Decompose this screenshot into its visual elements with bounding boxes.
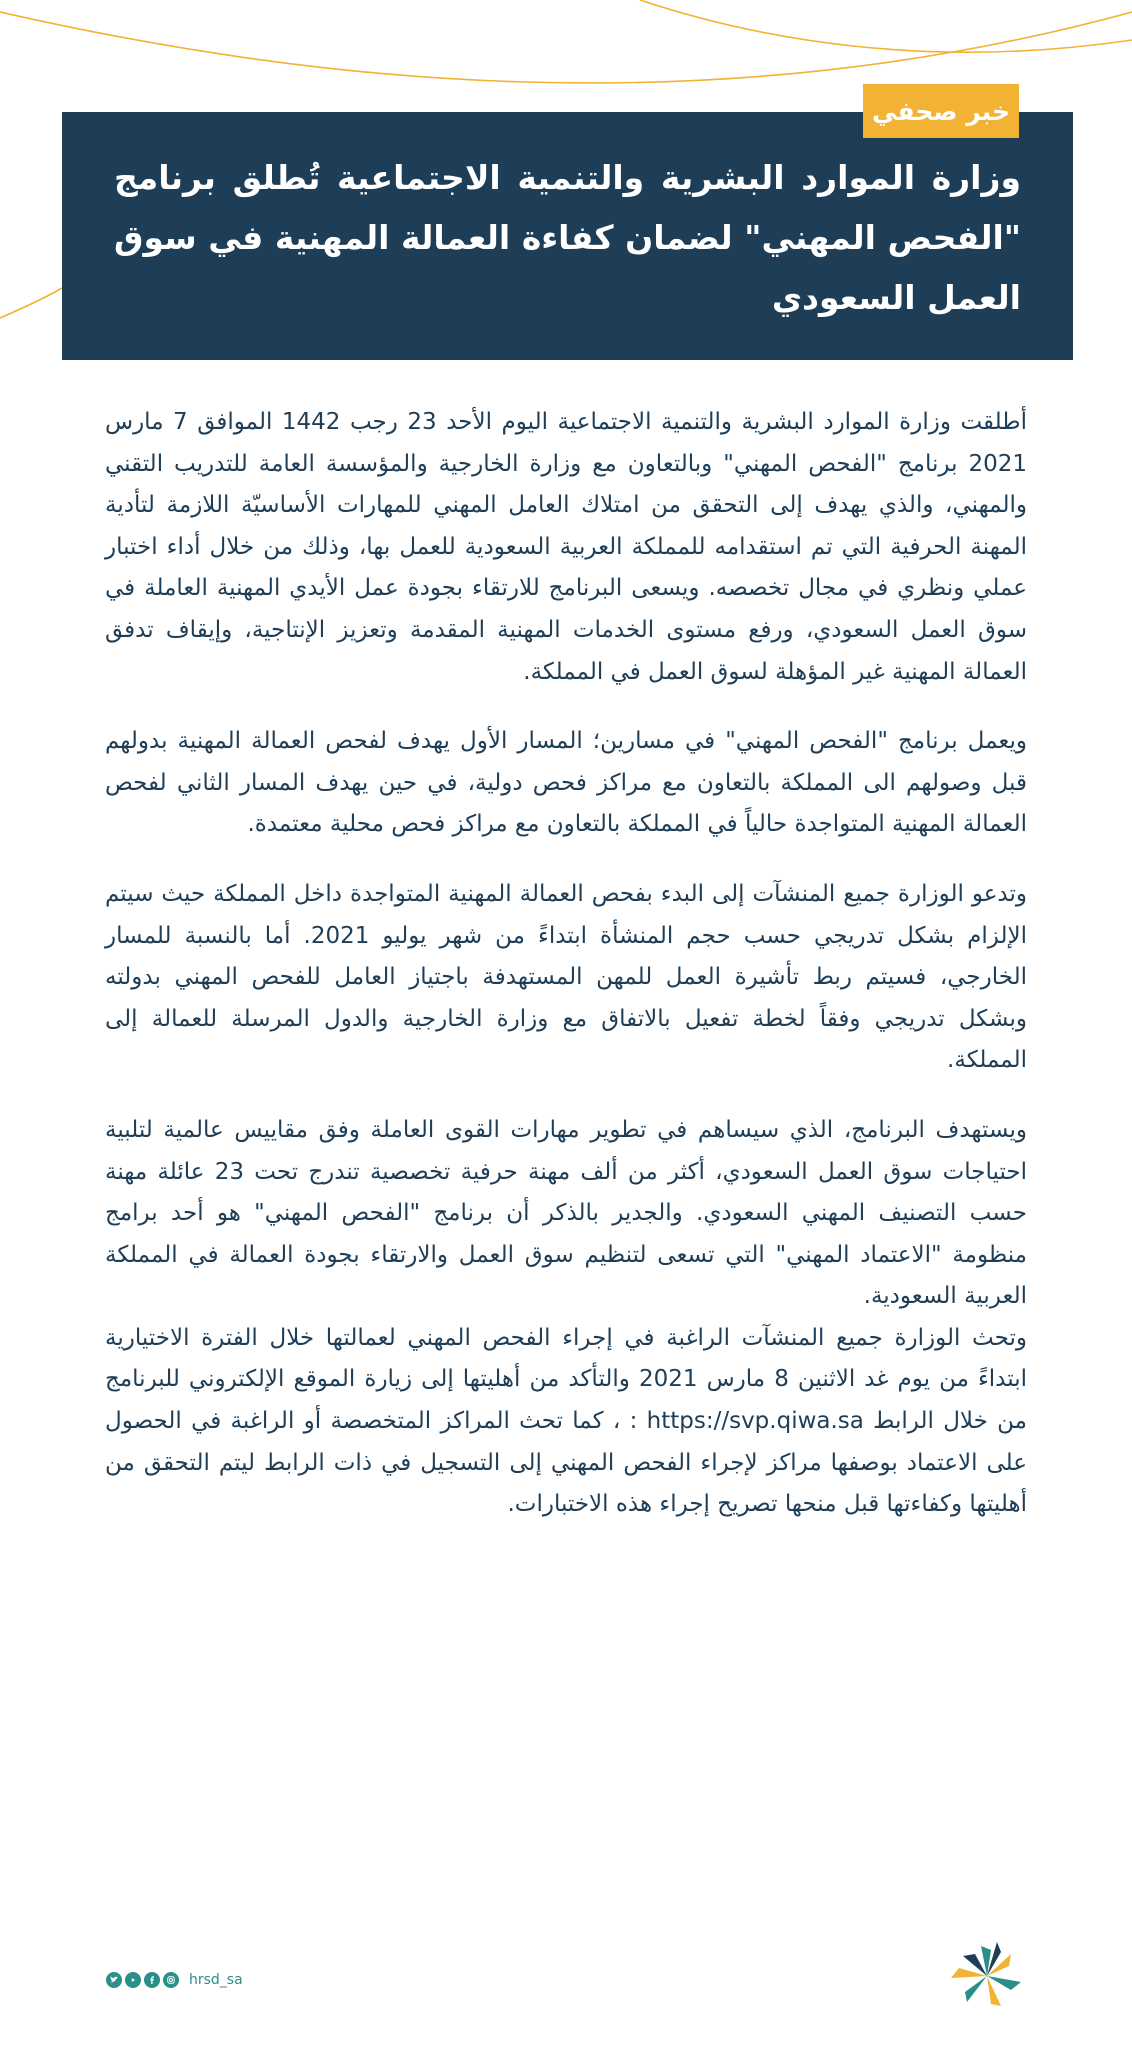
page-title: وزارة الموارد البشرية والتنمية الاجتماعية تُطلق برنامج "الفحص المهني" لضمان كفاءة العمالة المهنية في سوق العمل السعودي: [114, 158, 1021, 317]
article-body: [105, 402, 1027, 1554]
paragraph-1: أطلقت وزارة الموارد البشرية والتنمية الاجتماعية اليوم الأحد 23 رجب 1442 الموافق 7 مارس 2021 برنامج "الفحص المهني" وبالتعاون مع وزارة الخارجية والمؤسسة العامة للتدريب التقني والمهني، والذي يهدف إلى التحقق من امتلاك العامل المهني للمهارات الأساسيّة اللازمة لتأدية المهنة الحرفية التي تم استقدامه للمملكة العربية السعودية للعمل بها، وذلك من خلال أداء اختبار عملي ونظري في مجال تخصصه. ويسعى البرنامج للارتقاء بجودة عمل الأيدي المهنية العاملة في سوق العمل السعودي، ورفع مستوى الخدمات المهنية المقدمة وتعزيز الإنتاجية، وإيقاف تدفق العمالة المهنية غير المؤهلة لسوق العمل في المملكة.: [105, 409, 1027, 685]
instagram-icon[interactable]: [163, 1972, 179, 1988]
paragraph-3: وتدعو الوزارة جميع المنشآت إلى البدء بفحص العمالة المهنية المتواجدة داخل المملكة حيث سيتم الإلزام بشكل تدريجي حسب حجم المنشأة ابتداءً من شهر يوليو 2021. أما بالنسبة للمسار الخارجي، فسيتم ربط تأشيرة العمل للمهن المستهدفة باجتياز العامل للفحص المهني بدولته وبشكل تدريجي وفقاً لخطة تفعيل بالاتفاق مع وزارة الخارجية والدول المرسلة للعمالة إلى المملكة.: [105, 880, 1027, 1074]
paragraph-4: ويستهدف البرنامج، الذي سيساهم في تطوير مهارات القوى العاملة وفق مقاييس عالمية لتلبية احتياجات سوق العمل السعودي، أكثر من ألف مهنة حرفية تخصصية تندرج تحت 23 عائلة مهنة حسب التصنيف المهني السعودي. والجدير بالذكر أن برنامج "الفحص المهني" هو أحد برامج منظومة "الاعتماد المهني" التي تسعى لتنظيم سوق العمل والارتقاء بجودة العمالة في المملكة العربية السعودية.: [105, 1116, 1027, 1310]
twitter-icon[interactable]: [106, 1972, 122, 1988]
youtube-icon[interactable]: [125, 1972, 141, 1988]
paragraph-2: ويعمل برنامج "الفحص المهني" في مسارين؛ المسار الأول يهدف لفحص العمالة المهنية بدولهم قبل وصولهم الى المملكة بالتعاون مع مراكز فحص دولية، في حين يهدف المسار الثاني لفحص العمالة المهنية المتواجدة حالياً في المملكة بالتعاون مع مراكز فحص محلية معتمدة.: [105, 728, 1027, 838]
social-handle: hrsd_sa: [189, 1972, 243, 1988]
paragraph-5: وتحث الوزارة جميع المنشآت الراغبة في إجراء الفحص المهني لعمالتها خلال الفترة الاختيارية ابتداءً من يوم غد الاثنين 8 مارس 2021 والتأكد من أهليتها إلى زيارة الموقع الإلكتروني للبرنامج من خلال الرابط https://svp.qiwa.sa : ، كما تحث المراكز المتخصصة أو الراغبة في الحصول على الاعتماد بوصفها مراكز لإجراء الفحص المهني إلى التسجيل في ذات الرابط ليتم التحقق من أهليتها وكفاءتها قبل منحها تصريح إجراء هذه الاختبارات.: [105, 1324, 1027, 1518]
header-banner: [62, 112, 1073, 360]
social-links: [106, 1972, 243, 1988]
ministry-logo-icon: [942, 1938, 1032, 2018]
press-release-badge: [863, 84, 1019, 138]
badge-label: خبر صحفي: [872, 96, 1010, 126]
facebook-icon[interactable]: [144, 1972, 160, 1988]
